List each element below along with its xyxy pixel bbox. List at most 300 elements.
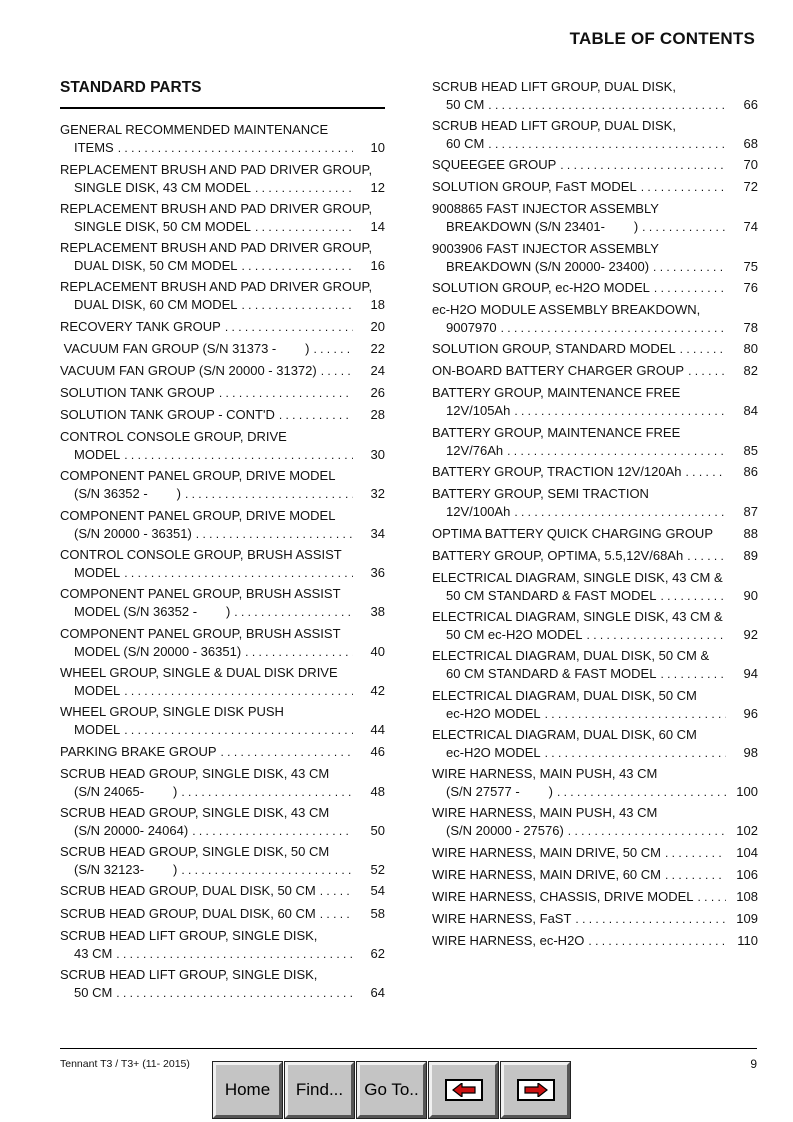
toc-leader-dots <box>124 447 353 465</box>
toc-entry-text: DUAL DISK, 60 CM MODEL <box>74 296 238 312</box>
toc-entry-line <box>60 546 385 564</box>
toc-entry[interactable] <box>432 463 758 482</box>
toc-entry-text: WIRE HARNESS, MAIN PUSH, 43 CM <box>432 766 658 781</box>
find-button[interactable]: Find... <box>285 1062 354 1118</box>
toc-leader-dots <box>221 744 353 762</box>
toc-page-number[interactable]: 68 <box>743 135 758 151</box>
toc-entry-line <box>432 626 758 645</box>
toc-leader-dots <box>124 565 353 583</box>
toc-leader-dots <box>641 179 726 197</box>
toc-entry-text: SCRUB HEAD GROUP, DUAL DISK, 60 CM <box>60 906 316 921</box>
toc-entry-line <box>60 822 385 841</box>
page-title: TABLE OF CONTENTS <box>569 29 755 48</box>
toc-entry[interactable] <box>432 200 758 236</box>
toc-page-number[interactable]: 52 <box>370 861 385 877</box>
toc-entry[interactable] <box>432 279 758 298</box>
toc-entry[interactable] <box>432 932 758 951</box>
toc-entry[interactable] <box>60 966 385 1002</box>
toc-leader-dots <box>192 823 353 841</box>
toc-leader-dots <box>313 341 353 359</box>
toc-page-number[interactable]: 12 <box>370 179 385 195</box>
toc-entry-line <box>432 765 758 783</box>
toc-page-number[interactable]: 54 <box>370 883 385 898</box>
toc-entry-line <box>432 362 758 381</box>
toc-leader-dots <box>245 644 353 662</box>
toc-entry[interactable] <box>60 121 385 157</box>
toc-entry-line <box>432 687 758 705</box>
toc-entry-text: 9008865 FAST INJECTOR ASSEMBLY <box>432 201 659 216</box>
toc-leader-dots <box>654 280 726 298</box>
toc-leader-dots <box>181 784 353 802</box>
toc-page-number[interactable]: 75 <box>743 258 758 274</box>
section-heading: STANDARD PARTS <box>60 79 385 109</box>
toc-entry[interactable] <box>432 804 758 840</box>
toc-entry-line <box>432 569 758 587</box>
toc-entry-text: WIRE HARNESS, CHASSIS, DRIVE MODEL <box>432 889 694 904</box>
toc-entry-text: SCRUB HEAD LIFT GROUP, SINGLE DISK, <box>60 928 318 943</box>
toc-entry[interactable] <box>60 804 385 840</box>
toc-entry-line <box>432 279 758 298</box>
toc-entry-line <box>60 161 385 179</box>
toc-entry[interactable] <box>60 340 385 359</box>
toc-entry-line <box>60 446 385 465</box>
toc-entry-text: WHEEL GROUP, SINGLE & DUAL DISK DRIVE <box>60 665 338 680</box>
toc-entry-line <box>432 258 758 277</box>
toc-entry[interactable] <box>60 585 385 621</box>
toc-entry-line <box>432 442 758 461</box>
toc-entry-line <box>60 239 385 257</box>
toc-entry-line <box>432 783 758 802</box>
toc-entry-line <box>60 179 385 198</box>
navigation-bar <box>213 1062 570 1122</box>
toc-page-number[interactable]: 85 <box>743 442 758 458</box>
toc-entry-text: (S/N 20000 - 36351) <box>74 525 192 541</box>
toc-entry-text: WIRE HARNESS, MAIN DRIVE, 60 CM <box>432 867 661 882</box>
toc-page-number[interactable]: 62 <box>370 945 385 961</box>
toc-leader-dots <box>219 385 353 403</box>
toc-page-number[interactable]: 42 <box>370 682 385 698</box>
toc-entry[interactable] <box>60 882 385 901</box>
toc-entry-text: BREAKDOWN (S/N 23401- ) <box>446 218 639 234</box>
toc-page-number[interactable]: 80 <box>743 341 758 356</box>
toc-entry-line <box>432 547 758 566</box>
toc-entry[interactable] <box>60 927 385 963</box>
toc-entry-text: WHEEL GROUP, SINGLE DISK PUSH <box>60 704 284 719</box>
toc-page-number[interactable]: 38 <box>370 603 385 619</box>
toc-leader-dots <box>660 666 726 684</box>
toc-entry-line <box>432 665 758 684</box>
toc-entry[interactable] <box>60 161 385 197</box>
toc-entry[interactable] <box>432 608 758 644</box>
toc-entry-line <box>60 507 385 525</box>
toc-entry-text: COMPONENT PANEL GROUP, BRUSH ASSIST <box>60 586 341 601</box>
toc-leader-dots <box>488 136 726 154</box>
toc-entry[interactable] <box>60 467 385 503</box>
toc-entry-text: SCRUB HEAD GROUP, DUAL DISK, 50 CM <box>60 883 316 898</box>
toc-page-number[interactable]: 88 <box>743 526 758 541</box>
toc-page-number[interactable]: 92 <box>743 626 758 642</box>
toc-page-number[interactable]: 70 <box>743 157 758 172</box>
toc-entry-line <box>60 984 385 1003</box>
toc-entry-text: OPTIMA BATTERY QUICK CHARGING GROUP <box>432 526 713 541</box>
toc-entry-text: REPLACEMENT BRUSH AND PAD DRIVER GROUP, <box>60 162 373 177</box>
toc-page-number[interactable]: 87 <box>743 503 758 519</box>
toc-leader-dots <box>321 363 353 381</box>
toc-entry-text: SCRUB HEAD GROUP, SINGLE DISK, 43 CM <box>60 805 330 820</box>
toc-entry[interactable] <box>60 765 385 801</box>
toc-page-number[interactable]: 109 <box>736 911 758 926</box>
toc-entry-line <box>432 503 758 522</box>
toc-entry-line <box>432 178 758 197</box>
footer-divider <box>60 1048 757 1049</box>
toc-entry[interactable] <box>432 78 758 114</box>
toc-leader-dots <box>588 933 726 951</box>
toc-leader-dots <box>686 464 726 482</box>
arrow-left-icon <box>445 1079 483 1101</box>
toc-entry-line <box>432 608 758 626</box>
toc-entry-text: BATTERY GROUP, OPTIMA, 5.5,12V/68Ah <box>432 548 684 563</box>
toc-entry-text: COMPONENT PANEL GROUP, DRIVE MODEL <box>60 508 336 523</box>
toc-entry[interactable] <box>60 905 385 924</box>
toc-leader-dots <box>514 403 726 421</box>
toc-leader-dots <box>116 946 353 964</box>
toc-entry[interactable] <box>60 428 385 464</box>
toc-entry[interactable] <box>60 743 385 762</box>
toc-page-number[interactable]: 74 <box>743 218 758 234</box>
toc-entry-text: MODEL (S/N 20000 - 36351) <box>74 643 242 659</box>
toc-entry-text: 12V/100Ah <box>446 503 511 519</box>
next-page-button[interactable] <box>501 1062 570 1118</box>
toc-entry-line <box>432 744 758 763</box>
toc-entry[interactable] <box>432 384 758 420</box>
toc-entry-text: RECOVERY TANK GROUP <box>60 319 221 334</box>
toc-leader-dots <box>116 985 353 1003</box>
home-button[interactable]: Home <box>213 1062 282 1118</box>
toc-entry-text: REPLACEMENT BRUSH AND PAD DRIVER GROUP, <box>60 279 373 294</box>
toc-entry[interactable] <box>432 424 758 460</box>
toc-page-number[interactable]: 78 <box>743 319 758 335</box>
toc-entry[interactable] <box>432 178 758 197</box>
toc-entry-text: ELECTRICAL DIAGRAM, DUAL DISK, 50 CM <box>432 688 697 703</box>
toc-entry-text: SOLUTION TANK GROUP - CONT'D <box>60 407 275 422</box>
toc-page-number[interactable]: 82 <box>743 363 758 378</box>
toc-entry-line <box>432 340 758 359</box>
toc-entry[interactable] <box>60 278 385 314</box>
toc-page-number[interactable]: 98 <box>743 744 758 760</box>
toc-page-number[interactable]: 58 <box>370 906 385 921</box>
toc-entry-line <box>60 765 385 783</box>
toc-entry[interactable] <box>432 569 758 605</box>
toc-entry-line <box>60 905 385 924</box>
toc-page-number[interactable]: 50 <box>370 822 385 838</box>
toc-entry-text: SCRUB HEAD GROUP, SINGLE DISK, 43 CM <box>60 766 330 781</box>
toc-entry[interactable] <box>432 866 758 885</box>
toc-leader-dots <box>688 363 726 381</box>
toc-entry-text: ec-H2O MODEL <box>446 705 541 721</box>
toc-entry-line <box>432 647 758 665</box>
toc-page-number[interactable]: 100 <box>736 783 758 799</box>
toc-leader-dots <box>124 683 353 701</box>
toc-leader-dots <box>587 627 726 645</box>
footer-doc-label: Tennant T3 / T3+ (11- 2015) <box>60 1058 190 1070</box>
toc-page-number[interactable]: 40 <box>370 643 385 659</box>
toc-page-number[interactable]: 89 <box>743 548 758 563</box>
toc-page-number[interactable]: 106 <box>736 867 758 882</box>
toc-entry[interactable] <box>60 664 385 700</box>
toc-entry-text: ELECTRICAL DIAGRAM, DUAL DISK, 60 CM <box>432 727 697 742</box>
toc-entry-line <box>60 625 385 643</box>
toc-entry-line <box>432 240 758 258</box>
toc-page-number[interactable]: 26 <box>370 385 385 400</box>
toc-entry[interactable] <box>60 200 385 236</box>
toc-entry-line <box>60 585 385 603</box>
toc-page-number[interactable]: 18 <box>370 296 385 312</box>
toc-entry[interactable] <box>432 687 758 723</box>
toc-entry[interactable] <box>60 318 385 337</box>
toc-leader-dots <box>234 604 353 622</box>
previous-page-button[interactable] <box>429 1062 498 1118</box>
toc-entry-text: SCRUB HEAD LIFT GROUP, DUAL DISK, <box>432 118 676 133</box>
toc-leader-dots <box>501 320 726 338</box>
toc-page-number[interactable]: 44 <box>370 721 385 737</box>
toc-leader-dots <box>124 722 353 740</box>
toc-entry[interactable] <box>60 406 385 425</box>
toc-entry-text: MODEL <box>74 682 121 698</box>
toc-page-number[interactable]: 76 <box>743 280 758 295</box>
toc-entry-line <box>60 783 385 802</box>
toc-entry-line <box>60 278 385 296</box>
toc-leader-dots <box>507 443 726 461</box>
toc-entry-text: ec-H2O MODULE ASSEMBLY BREAKDOWN, <box>432 302 701 317</box>
toc-entry-text: (S/N 20000 - 27576) <box>446 822 564 838</box>
toc-entry-line <box>60 603 385 622</box>
toc-entry[interactable] <box>432 726 758 762</box>
toc-entry-line <box>432 705 758 724</box>
toc-page-number[interactable]: 102 <box>736 822 758 838</box>
toc-leader-dots <box>665 867 726 885</box>
toc-page-number[interactable]: 84 <box>743 402 758 418</box>
toc-entry-line <box>60 743 385 762</box>
toc-entry-text: WIRE HARNESS, MAIN DRIVE, 50 CM <box>432 845 661 860</box>
toc-entry-text: REPLACEMENT BRUSH AND PAD DRIVER GROUP, <box>60 201 373 216</box>
toc-entry-text: SOLUTION GROUP, FaST MODEL <box>432 179 637 194</box>
toc-entry-text: MODEL <box>74 564 121 580</box>
toc-entry-text: SOLUTION TANK GROUP <box>60 385 215 400</box>
toc-page-number[interactable]: 104 <box>736 845 758 860</box>
toc-page-number[interactable]: 90 <box>743 587 758 603</box>
toc-page-number[interactable]: 48 <box>370 783 385 799</box>
toc-entry[interactable] <box>432 485 758 521</box>
toc-entry-text: WIRE HARNESS, ec-H2O <box>432 933 585 948</box>
toc-entry-text: COMPONENT PANEL GROUP, BRUSH ASSIST <box>60 626 341 641</box>
toc-entry-line <box>60 721 385 740</box>
toc-entry[interactable] <box>432 888 758 907</box>
toc-entry-line <box>60 804 385 822</box>
toc-entry-line <box>60 428 385 446</box>
toc-leader-dots <box>557 784 726 802</box>
toc-entry[interactable] <box>60 384 385 403</box>
toc-page-number[interactable]: 22 <box>370 341 385 356</box>
toc-page-number[interactable]: 96 <box>743 705 758 721</box>
toc-page-number[interactable]: 14 <box>370 218 385 234</box>
toc-entry-line <box>60 664 385 682</box>
toc-entry[interactable] <box>432 910 758 929</box>
toc-entry-line <box>60 362 385 381</box>
toc-page-number[interactable]: 46 <box>370 744 385 759</box>
toc-page-number[interactable]: 34 <box>370 525 385 541</box>
toc-leader-dots <box>255 180 353 198</box>
toc-entry-line <box>60 861 385 880</box>
toc-entry-line <box>60 843 385 861</box>
toc-page-number[interactable]: 20 <box>370 319 385 334</box>
toc-entry-line <box>432 96 758 115</box>
toc-entry-line <box>432 844 758 863</box>
toc-leader-dots <box>575 911 726 929</box>
toc-entry-text: 9007970 <box>446 319 497 335</box>
toc-leader-dots <box>687 548 726 566</box>
toc-entry-text: ec-H2O MODEL <box>446 744 541 760</box>
toc-entry-text: 43 CM <box>74 945 113 961</box>
toc-entry[interactable] <box>432 340 758 359</box>
toc-entry[interactable] <box>432 647 758 683</box>
toc-entry-line <box>60 945 385 964</box>
toc-entry-text: BREAKDOWN (S/N 20000- 23400) <box>446 258 650 274</box>
footer-page-number: 9 <box>750 1057 757 1071</box>
toc-entry-line <box>60 296 385 315</box>
toc-page-number[interactable]: 30 <box>370 446 385 462</box>
toc-entry-text: 12V/76Ah <box>446 442 504 458</box>
toc-leader-dots <box>255 219 353 237</box>
toc-entry-line <box>432 301 758 319</box>
toc-leader-dots <box>242 297 353 315</box>
toc-entry[interactable] <box>432 525 758 544</box>
toc-entry-text: WIRE HARNESS, MAIN PUSH, 43 CM <box>432 805 658 820</box>
toc-entry-line <box>432 587 758 606</box>
toc-entry-text: PARKING BRAKE GROUP <box>60 744 217 759</box>
toc-entry-line <box>432 463 758 482</box>
toc-entry-line <box>60 525 385 544</box>
toc-entry[interactable] <box>432 362 758 381</box>
toc-entry-line <box>60 384 385 403</box>
toc-entry-text: (S/N 24065- ) <box>74 783 178 799</box>
toc-entry-text: (S/N 20000- 24064) <box>74 822 189 838</box>
toc-entry[interactable] <box>432 117 758 153</box>
toc-page-number[interactable]: 108 <box>736 889 758 904</box>
go-to-button[interactable]: Go To.. <box>357 1062 426 1118</box>
toc-entry[interactable] <box>60 546 385 582</box>
toc-leader-dots <box>660 588 726 606</box>
toc-entry[interactable] <box>432 547 758 566</box>
toc-entry-text: BATTERY GROUP, MAINTENANCE FREE <box>432 385 681 400</box>
toc-entry-text: SQUEEGEE GROUP <box>432 157 557 172</box>
toc-entry-line <box>432 156 758 175</box>
toc-entry-line <box>432 402 758 421</box>
toc-entry-text: BATTERY GROUP, TRACTION 12V/120Ah <box>432 464 682 479</box>
toc-entry-line <box>60 340 385 359</box>
toc-leader-dots <box>488 97 726 115</box>
toc-entry-text: (S/N 32123- ) <box>74 861 178 877</box>
toc-entry-line <box>60 682 385 701</box>
toc-entry-text: SOLUTION GROUP, ec-H2O MODEL <box>432 280 650 295</box>
toc-entry[interactable] <box>60 843 385 879</box>
toc-entry-text: MODEL <box>74 446 121 462</box>
toc-entry-line <box>60 643 385 662</box>
toc-entry-text: GENERAL RECOMMENDED MAINTENANCE <box>60 122 329 137</box>
toc-page-number[interactable]: 36 <box>370 564 385 580</box>
toc-entry[interactable] <box>432 156 758 175</box>
toc-entry-line <box>60 218 385 237</box>
toc-page-number[interactable]: 16 <box>370 257 385 273</box>
toc-entry-line <box>432 804 758 822</box>
toc-leader-dots <box>320 906 353 924</box>
toc-entry-text: 50 CM ec-H2O MODEL <box>446 626 583 642</box>
toc-page-number[interactable]: 66 <box>743 96 758 112</box>
toc-leader-dots <box>545 706 726 724</box>
toc-entry-line <box>432 932 758 951</box>
toc-entry-line <box>432 822 758 841</box>
toc-entry[interactable] <box>60 362 385 381</box>
toc-entry-text: CONTROL CONSOLE GROUP, BRUSH ASSIST <box>60 547 342 562</box>
toc-entry-line <box>60 564 385 583</box>
toc-entry[interactable] <box>432 301 758 337</box>
toc-entry-text: ELECTRICAL DIAGRAM, SINGLE DISK, 43 CM & <box>432 609 723 624</box>
toc-entry-line <box>432 319 758 338</box>
toc-entry-text: MODEL <box>74 721 121 737</box>
toc-entry-text: WIRE HARNESS, FaST <box>432 911 572 926</box>
toc-entry[interactable] <box>60 625 385 661</box>
toc-entry[interactable] <box>60 239 385 275</box>
toc-page-number[interactable]: 72 <box>743 179 758 194</box>
toc-entry-line <box>432 525 758 544</box>
toc-entry-text: (S/N 27577 - ) <box>446 783 553 799</box>
toc-leader-dots <box>185 486 353 504</box>
toc-entry-line <box>60 318 385 337</box>
toc-leader-dots <box>698 889 727 907</box>
toc-entry-line <box>432 218 758 237</box>
toc-entry-text: COMPONENT PANEL GROUP, DRIVE MODEL <box>60 468 336 483</box>
toc-entry[interactable] <box>432 240 758 276</box>
toc-entry-text: ON-BOARD BATTERY CHARGER GROUP <box>432 363 685 378</box>
toc-page-number[interactable]: 32 <box>370 485 385 501</box>
toc-entry-line <box>60 485 385 504</box>
toc-entry[interactable] <box>60 507 385 543</box>
toc-entry-line <box>60 882 385 901</box>
toc-entry-text: SCRUB HEAD LIFT GROUP, SINGLE DISK, <box>60 967 318 982</box>
toc-entry-text: 60 CM <box>446 135 485 151</box>
toc-page-number[interactable]: 64 <box>370 984 385 1000</box>
toc-entry-line <box>432 726 758 744</box>
toc-entry[interactable] <box>432 765 758 801</box>
toc-entry-text: 50 CM <box>74 984 113 1000</box>
toc-entry-line <box>432 485 758 503</box>
toc-entry-line <box>432 910 758 929</box>
toc-leader-dots <box>320 883 353 901</box>
toc-entry-text: SOLUTION GROUP, STANDARD MODEL <box>432 341 676 356</box>
toc-entry-text: ELECTRICAL DIAGRAM, DUAL DISK, 50 CM & <box>432 648 710 663</box>
toc-page-number[interactable]: 110 <box>737 933 758 948</box>
toc-entry[interactable] <box>60 703 385 739</box>
toc-leader-dots <box>181 862 353 880</box>
toc-entry-line <box>60 966 385 984</box>
toc-page-number[interactable]: 94 <box>743 665 758 681</box>
toc-page-number[interactable]: 86 <box>743 464 758 479</box>
toc-entry-text: BATTERY GROUP, MAINTENANCE FREE <box>432 425 681 440</box>
toc-entry[interactable] <box>432 844 758 863</box>
toc-page-number[interactable]: 10 <box>370 139 385 155</box>
toc-page-number[interactable]: 28 <box>370 407 385 422</box>
toc-entry-text: VACUUM FAN GROUP (S/N 20000 - 31372) <box>60 363 317 378</box>
toc-page-number[interactable]: 24 <box>370 363 385 378</box>
